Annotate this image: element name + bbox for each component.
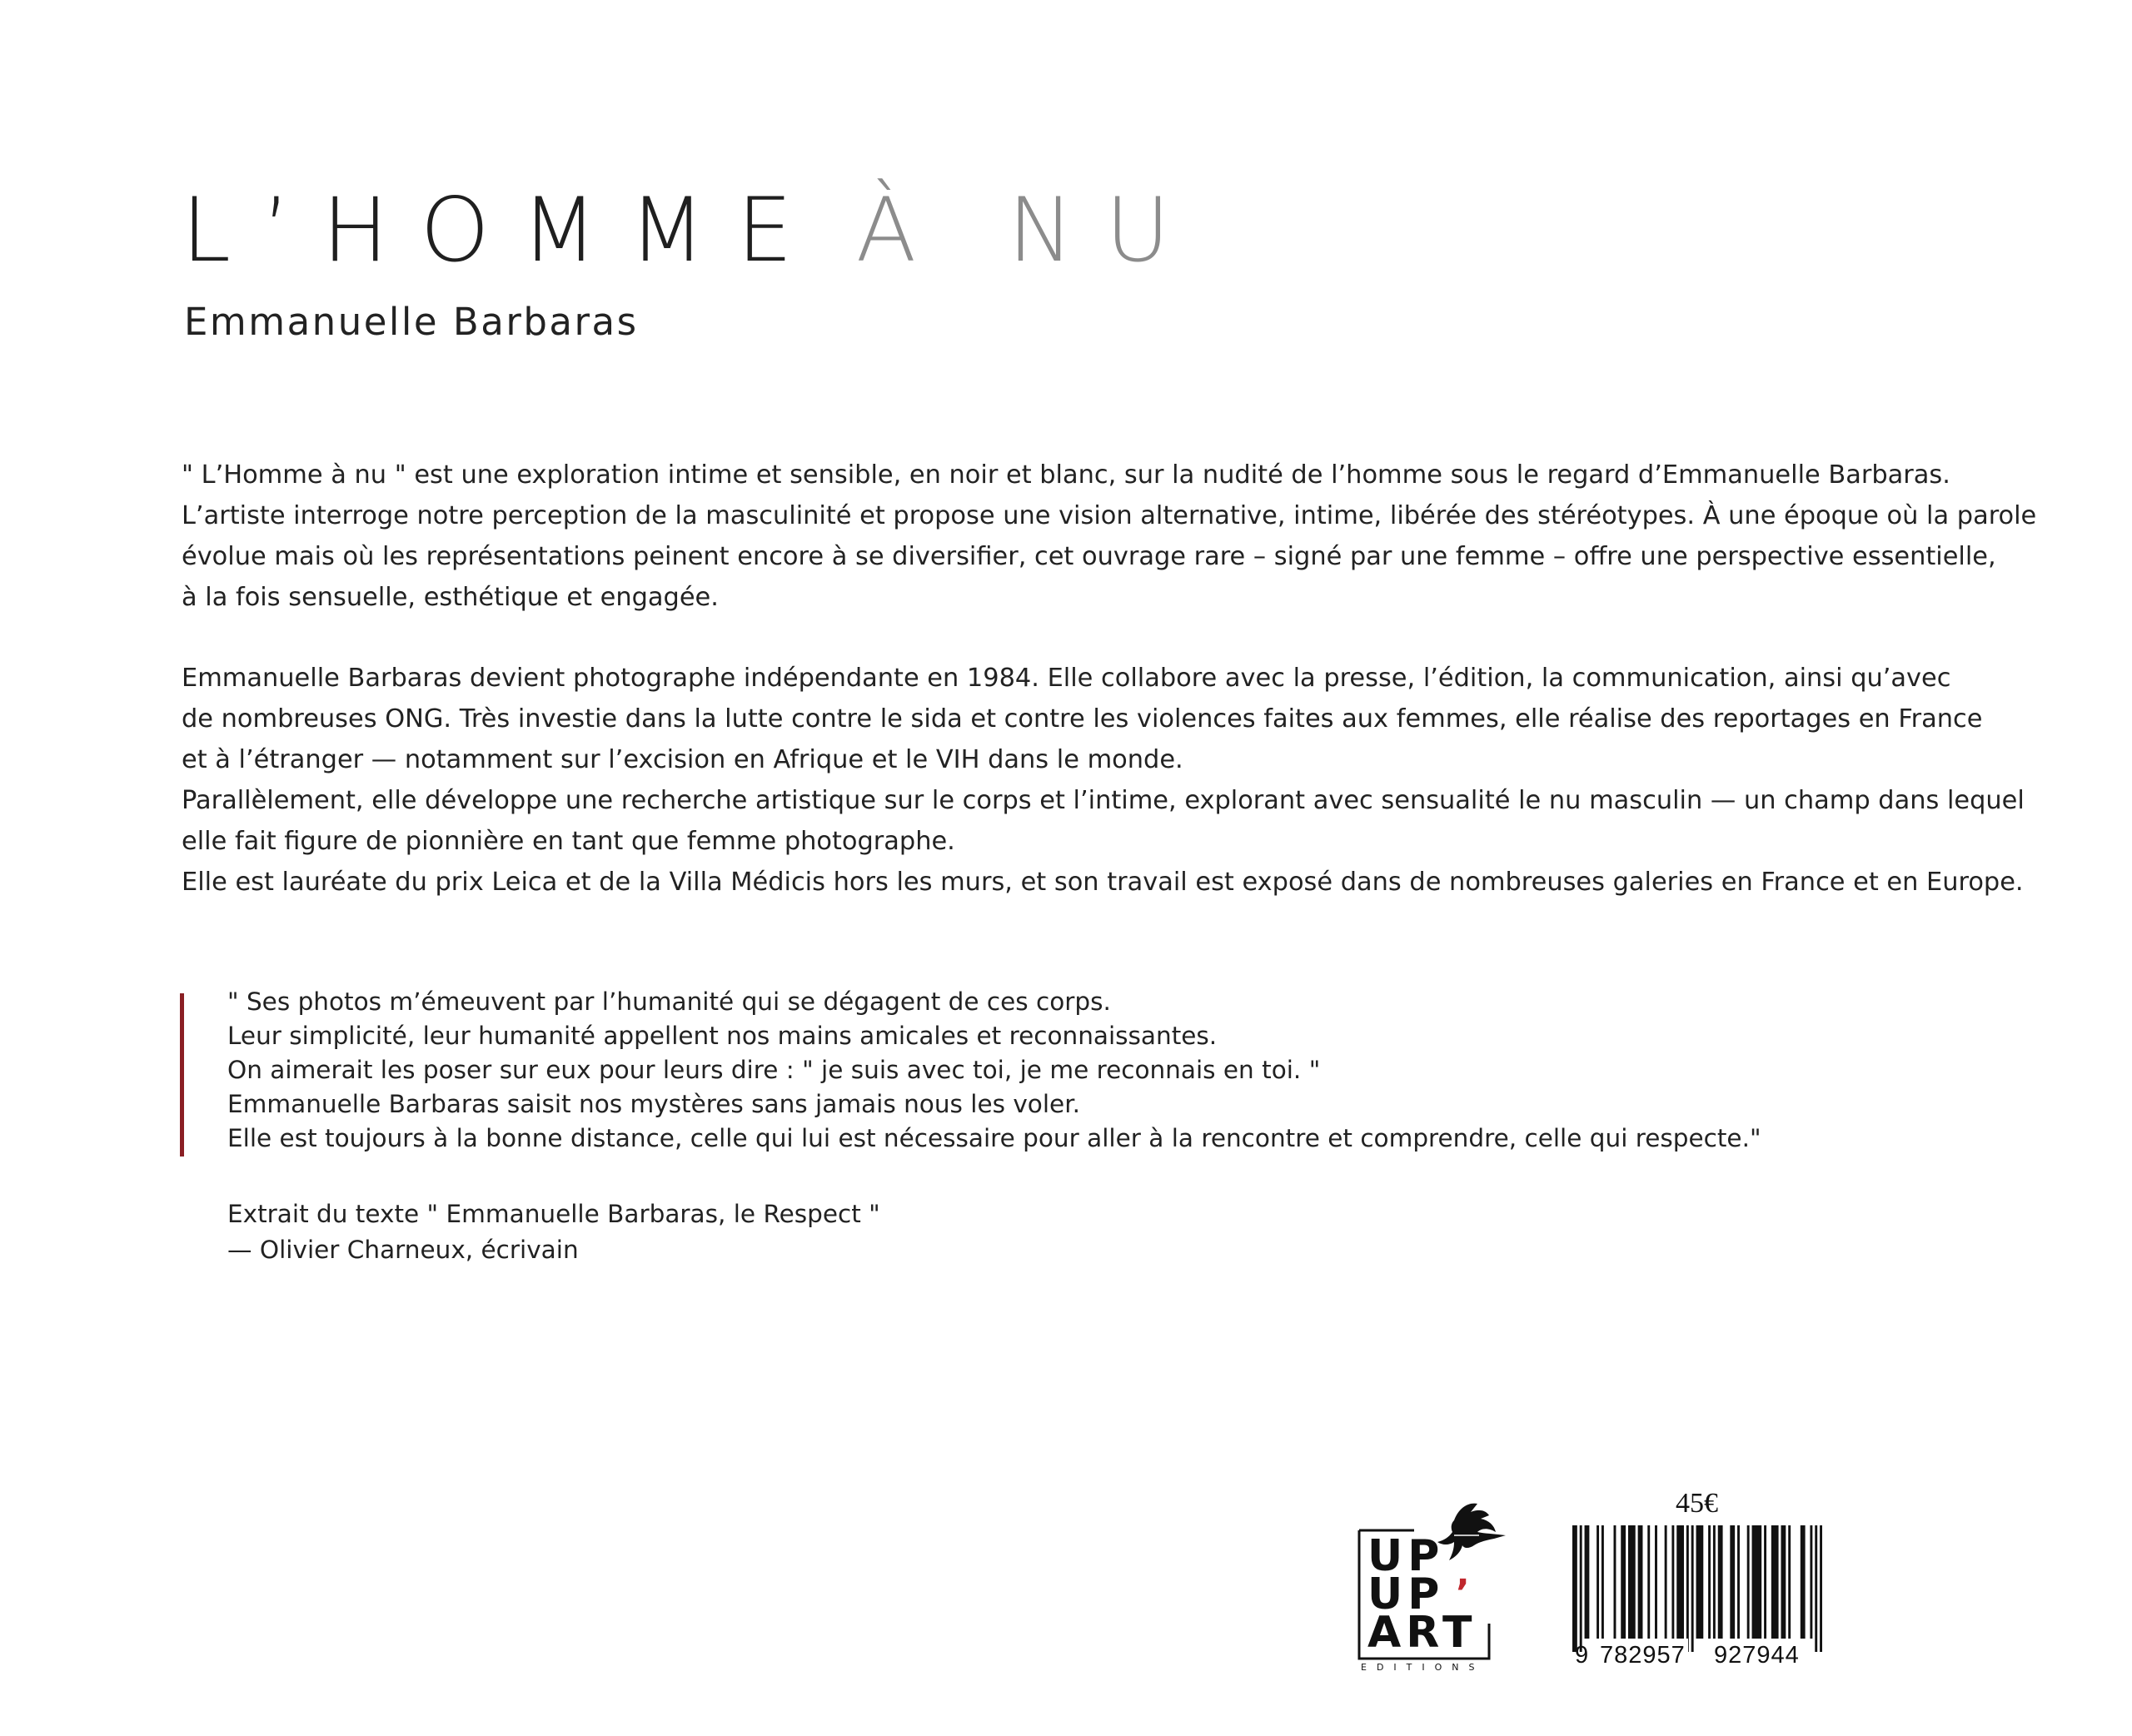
barcode-bar (1647, 1525, 1650, 1639)
logo-row-1: UP (1367, 1531, 1445, 1581)
logo-apostrophe: ’ (1456, 1572, 1470, 1614)
quote-line: Elle est toujours à la bonne distance, celle qui lui est nécessaire pour aller à la rencontre et comprendre, celle qui respecte." (227, 1124, 1761, 1152)
quote-attribution: — Olivier Charneux, écrivain (227, 1236, 579, 1264)
logo-row-3: ART (1367, 1608, 1477, 1658)
paragraph-line: de nombreuses ONG. Très investie dans la lutte contre le sida et contre les violences faites aux femmes, elle réalise des reportages en France (182, 704, 1983, 734)
paragraph-line: à la fois sensuelle, esthétique et engagée. (182, 583, 719, 612)
barcode-bar (1580, 1525, 1582, 1652)
barcode-bar (1638, 1525, 1643, 1639)
title-main: L’HOMME (182, 179, 824, 281)
quote-accent-bar (180, 993, 184, 1157)
barcode-bar (1691, 1525, 1694, 1652)
barcode-bar (1747, 1525, 1750, 1639)
quote-source-text: Extrait du texte " Emmanuelle Barbaras, le Respect " (227, 1200, 880, 1228)
barcode-bar (1801, 1525, 1806, 1639)
description-paragraph-2 (182, 658, 2025, 903)
author-name: Emmanuelle Barbaras (184, 300, 639, 344)
isbn-right-group: 927944 (1711, 1639, 1802, 1672)
barcode-bar (1628, 1525, 1636, 1639)
barcode-bar (1713, 1525, 1716, 1639)
quote-line: Leur simplicité, leur humanité appellent nos mains amicales et reconnaissantes. (227, 1022, 1218, 1050)
barcode-bar (1781, 1525, 1786, 1639)
isbn-first-digit: 9 (1575, 1642, 1589, 1669)
paragraph-line: " L’Homme à nu " est une exploration intime et sensible, en noir et blanc, sur la nudité de l’homme sous le regard d’Emmanuelle Barbaras. (182, 460, 1950, 490)
barcode-bar (1764, 1525, 1766, 1639)
barcode-bar (1810, 1525, 1812, 1639)
barcode-bar (1752, 1525, 1762, 1639)
barcode-bar (1676, 1525, 1684, 1639)
logo-row-2: UP (1367, 1569, 1445, 1619)
barcode-bar (1665, 1525, 1667, 1639)
publisher-logo (1356, 1499, 1531, 1674)
barcode-bar (1771, 1525, 1779, 1639)
barcode-bar (1820, 1525, 1822, 1652)
quote-line: Emmanuelle Barbaras saisit nos mystères sans jamais nous les voler. (227, 1090, 1081, 1118)
paragraph-line: évolue mais où les représentations peinent encore à se diversifier, cet ouvrage rare – signé par une femme – offre une perspective essentielle, (182, 542, 1996, 571)
paragraph-line: Elle est lauréate du prix Leica et de la Villa Médicis hors les murs, et son travail est exposé dans de nombreuses galeries en France et en Europe. (182, 868, 2024, 897)
price: 45€ (1676, 1488, 1718, 1519)
logo-subtitle: EDITIONS (1361, 1662, 1485, 1673)
isbn-left-group: 782957 (1597, 1639, 1688, 1672)
barcode-bar (1718, 1525, 1723, 1639)
barcode-bar (1597, 1525, 1599, 1639)
quote-source (227, 1196, 880, 1268)
barcode-bar (1730, 1525, 1735, 1639)
barcode-bar (1621, 1525, 1626, 1639)
barcode-bar (1614, 1525, 1616, 1639)
quote-line: " Ses photos m’émeuvent par l’humanité qui se dégagent de ces corps. (227, 987, 1111, 1016)
paragraph-line: L’artiste interroge notre perception de la masculinité et propose une vision alternative, intime, libérée des stéréotypes. À une époque où la parole (182, 501, 2037, 530)
quote-line: On aimerait les poser sur eux pour leurs dire : " je suis avec toi, je me reconnais en toi. " (227, 1056, 1321, 1084)
barcode-bar (1737, 1525, 1740, 1639)
isbn-barcode (1572, 1525, 1822, 1652)
barcode-bar (1601, 1525, 1604, 1639)
barcode-bar (1815, 1525, 1817, 1652)
barcode-bar (1572, 1525, 1577, 1652)
barcode-bar (1585, 1525, 1590, 1639)
description-paragraph-1 (182, 455, 2037, 618)
barcode-bar (1655, 1525, 1657, 1639)
barcode-bar (1686, 1525, 1689, 1652)
barcode-bar (1788, 1525, 1791, 1639)
testimonial-quote (227, 985, 1761, 1156)
book-title (182, 177, 1202, 285)
paragraph-line: elle fait figure de pionnière en tant que femme photographe. (182, 827, 955, 856)
bird-icon (1437, 1504, 1506, 1560)
paragraph-line: Emmanuelle Barbaras devient photographe indépendante en 1984. Elle collabore avec la presse, l’édition, la communication, ainsi qu’avec (182, 664, 1951, 693)
barcode-bar (1708, 1525, 1711, 1639)
paragraph-line: Parallèlement, elle développe une recherche artistique sur le corps et l’intime, explorant avec sensualité le nu masculin — un champ dans lequel (182, 786, 2025, 815)
paragraph-line: et à l’étranger — notamment sur l’excision en Afrique et le VIH dans le monde. (182, 745, 1183, 774)
barcode-bar (1696, 1525, 1704, 1639)
title-accent: À NU (855, 179, 1202, 281)
barcode-bar (1671, 1525, 1674, 1639)
